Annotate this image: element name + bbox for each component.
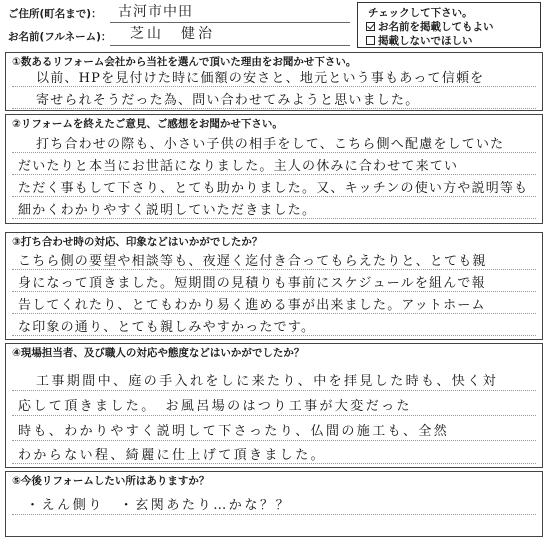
ruled-line <box>12 335 536 336</box>
answer-3-line-3: 告してくれたり、とてもわかり易く進める事が出来ました。アットホーム <box>18 298 486 313</box>
answer-4-line-4: わからない程、綺麗に仕上げて頂きました。 <box>18 448 327 463</box>
ruled-line <box>12 291 536 292</box>
answer-4-line-3: 時も、わかりやすく説明して下さったり、仏間の施工も、全然 <box>18 424 450 439</box>
question-1-title: ①数あるリフォーム会社から当社を選んで頂いた理由をお聞かせ下さい。 <box>12 56 357 68</box>
ruled-line <box>12 108 536 109</box>
unchecked-checkbox-icon[interactable] <box>366 36 375 45</box>
answer-2-line-3: ただく事もして下さり、とても助かりました。又、キッチンの使い方や説明等も <box>18 181 529 196</box>
question-4-title: ④現場担当者、及び職人の対応や態度などはいかがでしたか？ <box>12 347 305 359</box>
publish-consent-box <box>357 2 541 48</box>
answer-3-line-4: な印象の通り、とても親しみやすかったです。 <box>18 320 316 335</box>
answer-3-line-1: こちら側の要望や相談等も、夜遅く迄付き合ってもらえたりと、とても親 <box>18 254 487 269</box>
ruled-line <box>12 218 536 219</box>
question-3-box <box>5 232 543 340</box>
ruled-line <box>12 152 536 153</box>
consent-option-allow[interactable] <box>366 19 494 34</box>
address-label: ご住所(町名まで)： <box>8 8 102 20</box>
ruled-line <box>12 269 536 270</box>
answer-4-line-2: 応して頂きました。 お風呂場のはつり工事が大変だった <box>18 399 412 414</box>
answer-2-line-4: 細かくわかりやすく説明していただきました。 <box>18 203 317 218</box>
consent-option-allow-label: お名前を掲載してもよい <box>378 21 494 33</box>
name-value: 芝山 健治 <box>130 26 215 42</box>
checked-checkbox-icon[interactable] <box>366 22 375 31</box>
answer-2-line-2: だいたりと本当にお世話になりました。主人の休みに合わせて来てい <box>18 159 459 174</box>
question-1-box <box>5 52 543 111</box>
question-2-box <box>5 114 543 224</box>
ruled-line <box>12 440 536 441</box>
question-3-title: ③打ち合わせ時の対応、印象などはいかがでしたか？ <box>12 236 263 248</box>
ruled-line <box>12 514 536 515</box>
question-4-box <box>5 343 543 468</box>
answer-5-line-1: ・えん側り ・玄関あたり…かな？？ <box>26 498 292 513</box>
ruled-line <box>12 86 536 87</box>
name-label: お名前(フルネーム)： <box>8 31 112 43</box>
consent-option-deny-label: 掲載しないでほしい <box>378 35 473 47</box>
consent-option-deny[interactable] <box>366 33 473 48</box>
question-5-box <box>5 471 543 537</box>
question-5-title: ⑤今後リフォームしたい所はありますか？ <box>12 475 210 487</box>
ruled-line <box>12 390 536 391</box>
answer-4-line-1: 工事期間中、庭の手入れをしに来たり、中を拝見した時も、快く対 <box>36 374 499 389</box>
ruled-line <box>12 174 536 175</box>
answer-2-line-1: 打ち合わせの際も、小さい子供の相手をして、こちら側へ配慮をしていた <box>36 137 505 152</box>
answer-3-line-2: 身になって頂きました。短期間の見積りも事前にスケジュールを組んで報 <box>18 276 486 291</box>
name-underline <box>110 45 350 46</box>
publish-consent-title: チェックして下さい。 <box>368 7 473 19</box>
ruled-line <box>12 415 536 416</box>
ruled-line <box>12 313 536 314</box>
question-2-title: ②リフォームを終えたご意見、ご感想をお聞かせ下さい。 <box>12 118 283 130</box>
ruled-line <box>12 196 536 197</box>
answer-1-line-1: 以前、HPを見付けた時に価額の安さと、地元という事もあって信頼を <box>36 71 485 86</box>
address-value: 古河市中田 <box>118 4 193 20</box>
answer-1-line-2: 寄せられそうだった為、問い合わせてみようと思いました。 <box>36 93 420 108</box>
ruled-line <box>12 463 536 464</box>
